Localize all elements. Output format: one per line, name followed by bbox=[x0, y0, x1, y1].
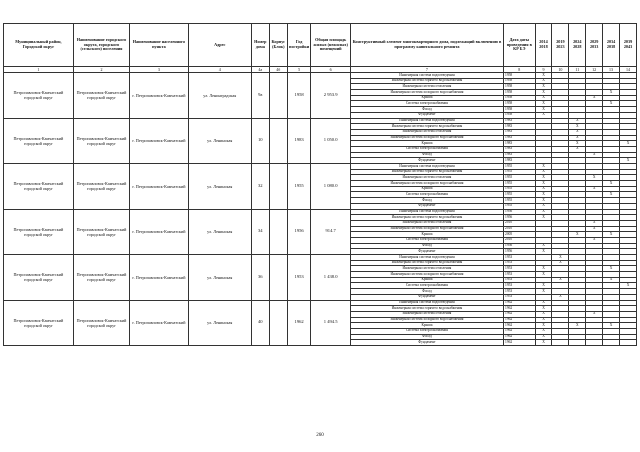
period-mark-cell: X bbox=[620, 283, 637, 289]
period-mark-cell: X bbox=[603, 266, 620, 272]
column-number: 6 bbox=[311, 67, 350, 73]
house-number-cell: 9а bbox=[251, 73, 269, 119]
structural-element-cell: Инженерная система горячего водоснабжения bbox=[350, 169, 503, 175]
column-number: 12 bbox=[586, 67, 603, 73]
structural-element-cell: Крыша bbox=[350, 323, 503, 329]
structural-element-cell: Фундамент bbox=[350, 294, 503, 300]
period-mark-cell: X bbox=[535, 181, 552, 187]
settlement-cell: Петропавловск-Камчатский городской округ bbox=[73, 300, 129, 346]
column-header: 2019 2023 bbox=[552, 24, 569, 67]
element-date-cell: 1983 bbox=[504, 135, 536, 141]
period-mark-cell: X bbox=[535, 306, 552, 312]
element-date-cell: 1953 bbox=[504, 294, 536, 300]
block-cell bbox=[269, 73, 287, 119]
structural-element-cell: Инженерная система отопления bbox=[350, 84, 503, 90]
build-year-cell: 1983 bbox=[287, 118, 311, 164]
period-mark-cell: X bbox=[535, 323, 552, 329]
column-number: 1 bbox=[4, 67, 74, 73]
period-mark-cell: X bbox=[535, 272, 552, 278]
element-date-cell: 1983 bbox=[504, 124, 536, 130]
column-number: 4а bbox=[251, 67, 269, 73]
element-date-cell: 1955 bbox=[504, 175, 536, 181]
element-date-cell: 1953 bbox=[504, 260, 536, 266]
locality-cell: г. Петропавловск-Камчатский bbox=[130, 164, 189, 210]
period-mark-cell: X bbox=[535, 215, 552, 221]
period-mark-cell: X bbox=[569, 141, 586, 147]
settlement-cell: Петропавловск-Камчатский городской округ bbox=[73, 209, 129, 255]
structural-element-cell: Инженерная система водоотведения bbox=[350, 73, 503, 79]
column-header: 2014 2018 bbox=[535, 24, 552, 67]
element-date-cell: 1953 bbox=[504, 283, 536, 289]
period-mark-cell bbox=[552, 340, 569, 346]
area-cell: 914.7 bbox=[311, 209, 350, 255]
build-year-cell: 1953 bbox=[287, 255, 311, 301]
area-cell: 1 050.0 bbox=[311, 118, 350, 164]
period-mark-cell: X bbox=[569, 232, 586, 238]
period-mark-cell: X bbox=[569, 129, 586, 135]
column-header: Адрес bbox=[188, 24, 251, 67]
structural-element-cell: Инженерная система водоотведения bbox=[350, 164, 503, 170]
element-date-cell: 1983 bbox=[504, 129, 536, 135]
period-mark-cell: X bbox=[603, 181, 620, 187]
element-date-cell: 1962 bbox=[504, 323, 536, 329]
period-mark-cell: X bbox=[535, 101, 552, 107]
settlement-cell: Петропавловск-Камчатский городской округ bbox=[73, 255, 129, 301]
element-date-cell: 1958 bbox=[504, 101, 536, 107]
period-mark-cell: X bbox=[535, 84, 552, 90]
element-date-cell: 2010 bbox=[504, 237, 536, 243]
structural-element-cell: Фасад bbox=[350, 289, 503, 295]
table-body bbox=[4, 67, 637, 346]
structural-element-cell: Фасад bbox=[350, 334, 503, 340]
period-mark-cell: X bbox=[535, 90, 552, 96]
period-mark-cell: X bbox=[586, 95, 603, 101]
capital-repair-table bbox=[3, 23, 637, 346]
column-number: 13 bbox=[603, 67, 620, 73]
element-date-cell: 1955 bbox=[504, 192, 536, 198]
structural-element-cell: Инженерная система отопления bbox=[350, 266, 503, 272]
element-date-cell: 1962 bbox=[504, 300, 536, 306]
district-cell: Петропавловск-Камчатский городской округ bbox=[4, 255, 74, 301]
period-mark-cell: X bbox=[535, 209, 552, 215]
element-date-cell: 2010 bbox=[504, 220, 536, 226]
area-cell: 1 080.0 bbox=[311, 164, 350, 210]
element-date-cell: 1955 bbox=[504, 203, 536, 209]
structural-element-cell: Фундамент bbox=[350, 158, 503, 164]
period-mark-cell bbox=[569, 340, 586, 346]
structural-element-cell: Система электроснабжения bbox=[350, 237, 503, 243]
house-number-cell: 36 bbox=[251, 255, 269, 301]
element-date-cell: 1955 bbox=[504, 198, 536, 204]
period-mark-cell: X bbox=[535, 283, 552, 289]
locality-cell: г. Петропавловск-Камчатский bbox=[130, 300, 189, 346]
period-mark-cell: X bbox=[535, 192, 552, 198]
period-mark-cell: X bbox=[535, 107, 552, 113]
element-date-cell: 1958 bbox=[504, 107, 536, 113]
period-mark-cell: X bbox=[552, 260, 569, 266]
block-cell bbox=[269, 164, 287, 210]
element-date-cell: 1955 bbox=[504, 169, 536, 175]
page-number: 260 bbox=[316, 433, 324, 438]
area-cell: 1 494.5 bbox=[311, 300, 350, 346]
structural-element-cell: Инженерная система горячего водоснабжения bbox=[350, 260, 503, 266]
period-mark-cell: X bbox=[535, 334, 552, 340]
column-number: 3 bbox=[130, 67, 189, 73]
block-cell bbox=[269, 255, 287, 301]
column-header: Корпус (Блок) bbox=[269, 24, 287, 67]
element-date-cell: 1958 bbox=[504, 112, 536, 118]
structural-element-cell: Система электроснабжения bbox=[350, 146, 503, 152]
structural-element-cell: Инженерная система отопления bbox=[350, 220, 503, 226]
structural-element-cell: Инженерная система водоотведения bbox=[350, 209, 503, 215]
element-date-cell: 1955 bbox=[504, 186, 536, 192]
element-date-cell: 1962 bbox=[504, 306, 536, 312]
column-number: 2 bbox=[73, 67, 129, 73]
build-year-cell: 1958 bbox=[287, 73, 311, 119]
period-mark-cell: X bbox=[569, 146, 586, 152]
period-mark-cell: X bbox=[552, 294, 569, 300]
period-mark-cell: X bbox=[535, 328, 552, 334]
element-date-cell: 1958 bbox=[504, 84, 536, 90]
column-header: 2029 2033 bbox=[586, 24, 603, 67]
table-header bbox=[4, 24, 637, 67]
period-mark-cell: X bbox=[535, 340, 552, 346]
element-date-cell: 1956 bbox=[504, 215, 536, 221]
structural-element-cell: Фасад bbox=[350, 107, 503, 113]
column-number: 7 bbox=[350, 67, 503, 73]
period-mark-cell: X bbox=[603, 101, 620, 107]
period-mark-cell: X bbox=[535, 186, 552, 192]
period-mark-cell: X bbox=[586, 220, 603, 226]
element-date-cell: 1983 bbox=[504, 152, 536, 158]
house-number-cell: 34 bbox=[251, 209, 269, 255]
period-mark-cell: X bbox=[603, 232, 620, 238]
column-header: Наименование населенного пункта bbox=[130, 24, 189, 67]
column-header: Номер дома bbox=[251, 24, 269, 67]
street-cell: ул. Ленинградская bbox=[188, 73, 251, 119]
period-mark-cell: X bbox=[620, 141, 637, 147]
period-mark-cell: X bbox=[586, 311, 603, 317]
structural-element-cell: Система электроснабжения bbox=[350, 328, 503, 334]
element-date-cell: 1956 bbox=[504, 243, 536, 249]
column-number: 10 bbox=[552, 67, 569, 73]
house-number-cell: 10 bbox=[251, 118, 269, 164]
locality-cell: г. Петропавловск-Камчатский bbox=[130, 118, 189, 164]
structural-element-cell: Инженерная система отопления bbox=[350, 175, 503, 181]
structural-element-cell: Фундамент bbox=[350, 249, 503, 255]
structural-element-cell: Система электроснабжения bbox=[350, 192, 503, 198]
structural-element-cell: Инженерная система холодного водоснабжения bbox=[350, 272, 503, 278]
block-cell bbox=[269, 300, 287, 346]
structural-element-cell: Инженерная система отопления bbox=[350, 311, 503, 317]
structural-element-cell: Крыша bbox=[350, 95, 503, 101]
period-mark-cell: X bbox=[535, 78, 552, 84]
column-header: Муниципальный район, Городской округ bbox=[4, 24, 74, 67]
period-mark-cell: X bbox=[586, 152, 603, 158]
structural-element-cell: Инженерная система холодного водоснабжения bbox=[350, 181, 503, 187]
period-mark-cell: X bbox=[535, 300, 552, 306]
period-mark-cell: X bbox=[603, 192, 620, 198]
period-mark-cell: X bbox=[552, 255, 569, 261]
structural-element-cell: Фундамент bbox=[350, 203, 503, 209]
period-mark-cell bbox=[586, 340, 603, 346]
structural-element-cell: Инженерная система холодного водоснабжения bbox=[350, 226, 503, 232]
structural-element-cell: Инженерная система водоотведения bbox=[350, 118, 503, 124]
structural-element-cell: Инженерная система горячего водоснабжения bbox=[350, 78, 503, 84]
locality-cell: г. Петропавловск-Камчатский bbox=[130, 255, 189, 301]
column-number: 4б bbox=[269, 67, 287, 73]
column-header: Общая площадь жилых (нежилых) помещений bbox=[311, 24, 350, 67]
column-number: 5 bbox=[287, 67, 311, 73]
period-mark-cell: X bbox=[603, 90, 620, 96]
structural-element-cell: Фундамент bbox=[350, 112, 503, 118]
house-number-cell: 32 bbox=[251, 164, 269, 210]
element-date-cell: 1956 bbox=[504, 249, 536, 255]
column-number: 14 bbox=[620, 67, 637, 73]
period-mark-cell: X bbox=[620, 158, 637, 164]
element-date-cell: 1983 bbox=[504, 158, 536, 164]
column-header: 2039 2043 bbox=[620, 24, 637, 67]
district-cell: Петропавловск-Камчатский городской округ bbox=[4, 300, 74, 346]
settlement-cell: Петропавловск-Камчатский городской округ bbox=[73, 73, 129, 119]
settlement-cell: Петропавловск-Камчатский городской округ bbox=[73, 164, 129, 210]
district-cell: Петропавловск-Камчатский городской округ bbox=[4, 164, 74, 210]
element-date-cell: 1983 bbox=[504, 118, 536, 124]
structural-element-cell: Инженерная система холодного водоснабжения bbox=[350, 135, 503, 141]
element-date-cell: 1958 bbox=[504, 90, 536, 96]
column-number: 11 bbox=[569, 67, 586, 73]
element-date-cell: 1956 bbox=[504, 209, 536, 215]
element-date-cell: 1955 bbox=[504, 164, 536, 170]
column-header: 2034 2038 bbox=[603, 24, 620, 67]
street-cell: ул. Ленинская bbox=[188, 118, 251, 164]
period-mark-cell: X bbox=[569, 135, 586, 141]
build-year-cell: 1962 bbox=[287, 300, 311, 346]
period-mark-cell: X bbox=[535, 243, 552, 249]
element-date-cell: 1958 bbox=[504, 73, 536, 79]
structural-element-cell: Фасад bbox=[350, 198, 503, 204]
period-mark-cell: X bbox=[603, 323, 620, 329]
structural-element-cell: Инженерная система горячего водоснабжения bbox=[350, 306, 503, 312]
district-cell: Петропавловск-Камчатский городской округ bbox=[4, 73, 74, 119]
period-mark-cell: X bbox=[535, 95, 552, 101]
period-mark-cell: X bbox=[535, 249, 552, 255]
area-cell: 2 953.9 bbox=[311, 73, 350, 119]
period-mark-cell: X bbox=[552, 277, 569, 283]
period-mark-cell: X bbox=[569, 323, 586, 329]
locality-cell: г. Петропавловск-Камчатский bbox=[130, 73, 189, 119]
period-mark-cell: X bbox=[535, 317, 552, 323]
period-mark-cell bbox=[620, 340, 637, 346]
structural-element-cell: Крыша bbox=[350, 232, 503, 238]
structural-element-cell: Инженерная система водоотведения bbox=[350, 255, 503, 261]
period-mark-cell: X bbox=[586, 186, 603, 192]
structural-element-cell: Система электроснабжения bbox=[350, 101, 503, 107]
settlement-cell: Петропавловск-Камчатский городской округ bbox=[73, 118, 129, 164]
period-mark-cell: X bbox=[586, 226, 603, 232]
period-mark-cell bbox=[603, 340, 620, 346]
period-mark-cell: X bbox=[535, 164, 552, 170]
element-date-cell: 1962 bbox=[504, 328, 536, 334]
block-cell bbox=[269, 118, 287, 164]
area-cell: 1 438.0 bbox=[311, 255, 350, 301]
column-header: Год постройки bbox=[287, 24, 311, 67]
period-mark-cell: X bbox=[535, 289, 552, 295]
structural-element-cell: Фасад bbox=[350, 243, 503, 249]
element-date-cell: 1953 bbox=[504, 289, 536, 295]
street-cell: ул. Ленинская bbox=[188, 255, 251, 301]
element-date-cell: 1962 bbox=[504, 311, 536, 317]
structural-element-cell: Инженерная система холодного водоснабжения bbox=[350, 317, 503, 323]
element-date-cell: 1955 bbox=[504, 181, 536, 187]
street-cell: ул. Ленинская bbox=[188, 164, 251, 210]
street-cell: ул. Ленинская bbox=[188, 209, 251, 255]
district-cell: Петропавловск-Камчатский городской округ bbox=[4, 209, 74, 255]
element-date-cell: 1962 bbox=[504, 317, 536, 323]
period-mark-cell: X bbox=[569, 118, 586, 124]
element-date-cell: 1953 bbox=[504, 255, 536, 261]
column-header: Дата даты проведения в КР БЭ bbox=[504, 24, 536, 67]
column-number: 9 bbox=[535, 67, 552, 73]
structural-element-cell: Фундамент bbox=[350, 340, 503, 346]
street-cell: ул. Ленинская bbox=[188, 300, 251, 346]
period-mark-cell: X bbox=[535, 203, 552, 209]
period-mark-cell: X bbox=[535, 175, 552, 181]
column-header: 2024 2028 bbox=[569, 24, 586, 67]
element-date-cell: 2010 bbox=[504, 226, 536, 232]
element-date-cell: 1958 bbox=[504, 95, 536, 101]
element-date-cell: 2005 bbox=[504, 232, 536, 238]
locality-cell: г. Петропавловск-Камчатский bbox=[130, 209, 189, 255]
period-mark-cell: X bbox=[569, 124, 586, 130]
structural-element-cell: Инженерная система холодного водоснабжения bbox=[350, 90, 503, 96]
build-year-cell: 1956 bbox=[287, 209, 311, 255]
element-date-cell: 1953 bbox=[504, 266, 536, 272]
element-date-cell: 1953 bbox=[504, 272, 536, 278]
house-number-cell: 40 bbox=[251, 300, 269, 346]
district-cell: Петропавловск-Камчатский городской округ bbox=[4, 118, 74, 164]
build-year-cell: 1955 bbox=[287, 164, 311, 210]
column-header: Наименование городского округа, городского (сельского) поселения bbox=[73, 24, 129, 67]
period-mark-cell: X bbox=[535, 311, 552, 317]
structural-element-cell: Инженерная система отопления bbox=[350, 129, 503, 135]
element-date-cell: 1962 bbox=[504, 340, 536, 346]
structural-element-cell: Инженерная система горячего водоснабжения bbox=[350, 215, 503, 221]
period-mark-cell: X bbox=[535, 266, 552, 272]
element-date-cell: 1962 bbox=[504, 334, 536, 340]
structural-element-cell: Крыша bbox=[350, 186, 503, 192]
structural-element-cell: Инженерная система горячего водоснабжения bbox=[350, 124, 503, 130]
period-mark-cell: X bbox=[535, 112, 552, 118]
structural-element-cell: Инженерная система водоотведения bbox=[350, 300, 503, 306]
column-header: Конструктивный элемент многоквартирного дома, подлежащий включению в программу капитального ремонта bbox=[350, 24, 503, 67]
period-mark-cell: X bbox=[586, 237, 603, 243]
period-mark-cell: X bbox=[535, 73, 552, 79]
structural-element-cell: Крыша bbox=[350, 141, 503, 147]
column-number: 4 bbox=[188, 67, 251, 73]
period-mark-cell: X bbox=[603, 277, 620, 283]
element-date-cell: 1953 bbox=[504, 277, 536, 283]
period-mark-cell: X bbox=[535, 169, 552, 175]
column-number: 8 bbox=[504, 67, 536, 73]
structural-element-cell: Система электроснабжения bbox=[350, 283, 503, 289]
element-date-cell: 1983 bbox=[504, 141, 536, 147]
structural-element-cell: Фасад bbox=[350, 152, 503, 158]
element-date-cell: 1983 bbox=[504, 146, 536, 152]
element-date-cell: 1958 bbox=[504, 78, 536, 84]
period-mark-cell: X bbox=[535, 198, 552, 204]
period-mark-cell: X bbox=[586, 175, 603, 181]
structural-element-cell: Крыша bbox=[350, 277, 503, 283]
block-cell bbox=[269, 209, 287, 255]
